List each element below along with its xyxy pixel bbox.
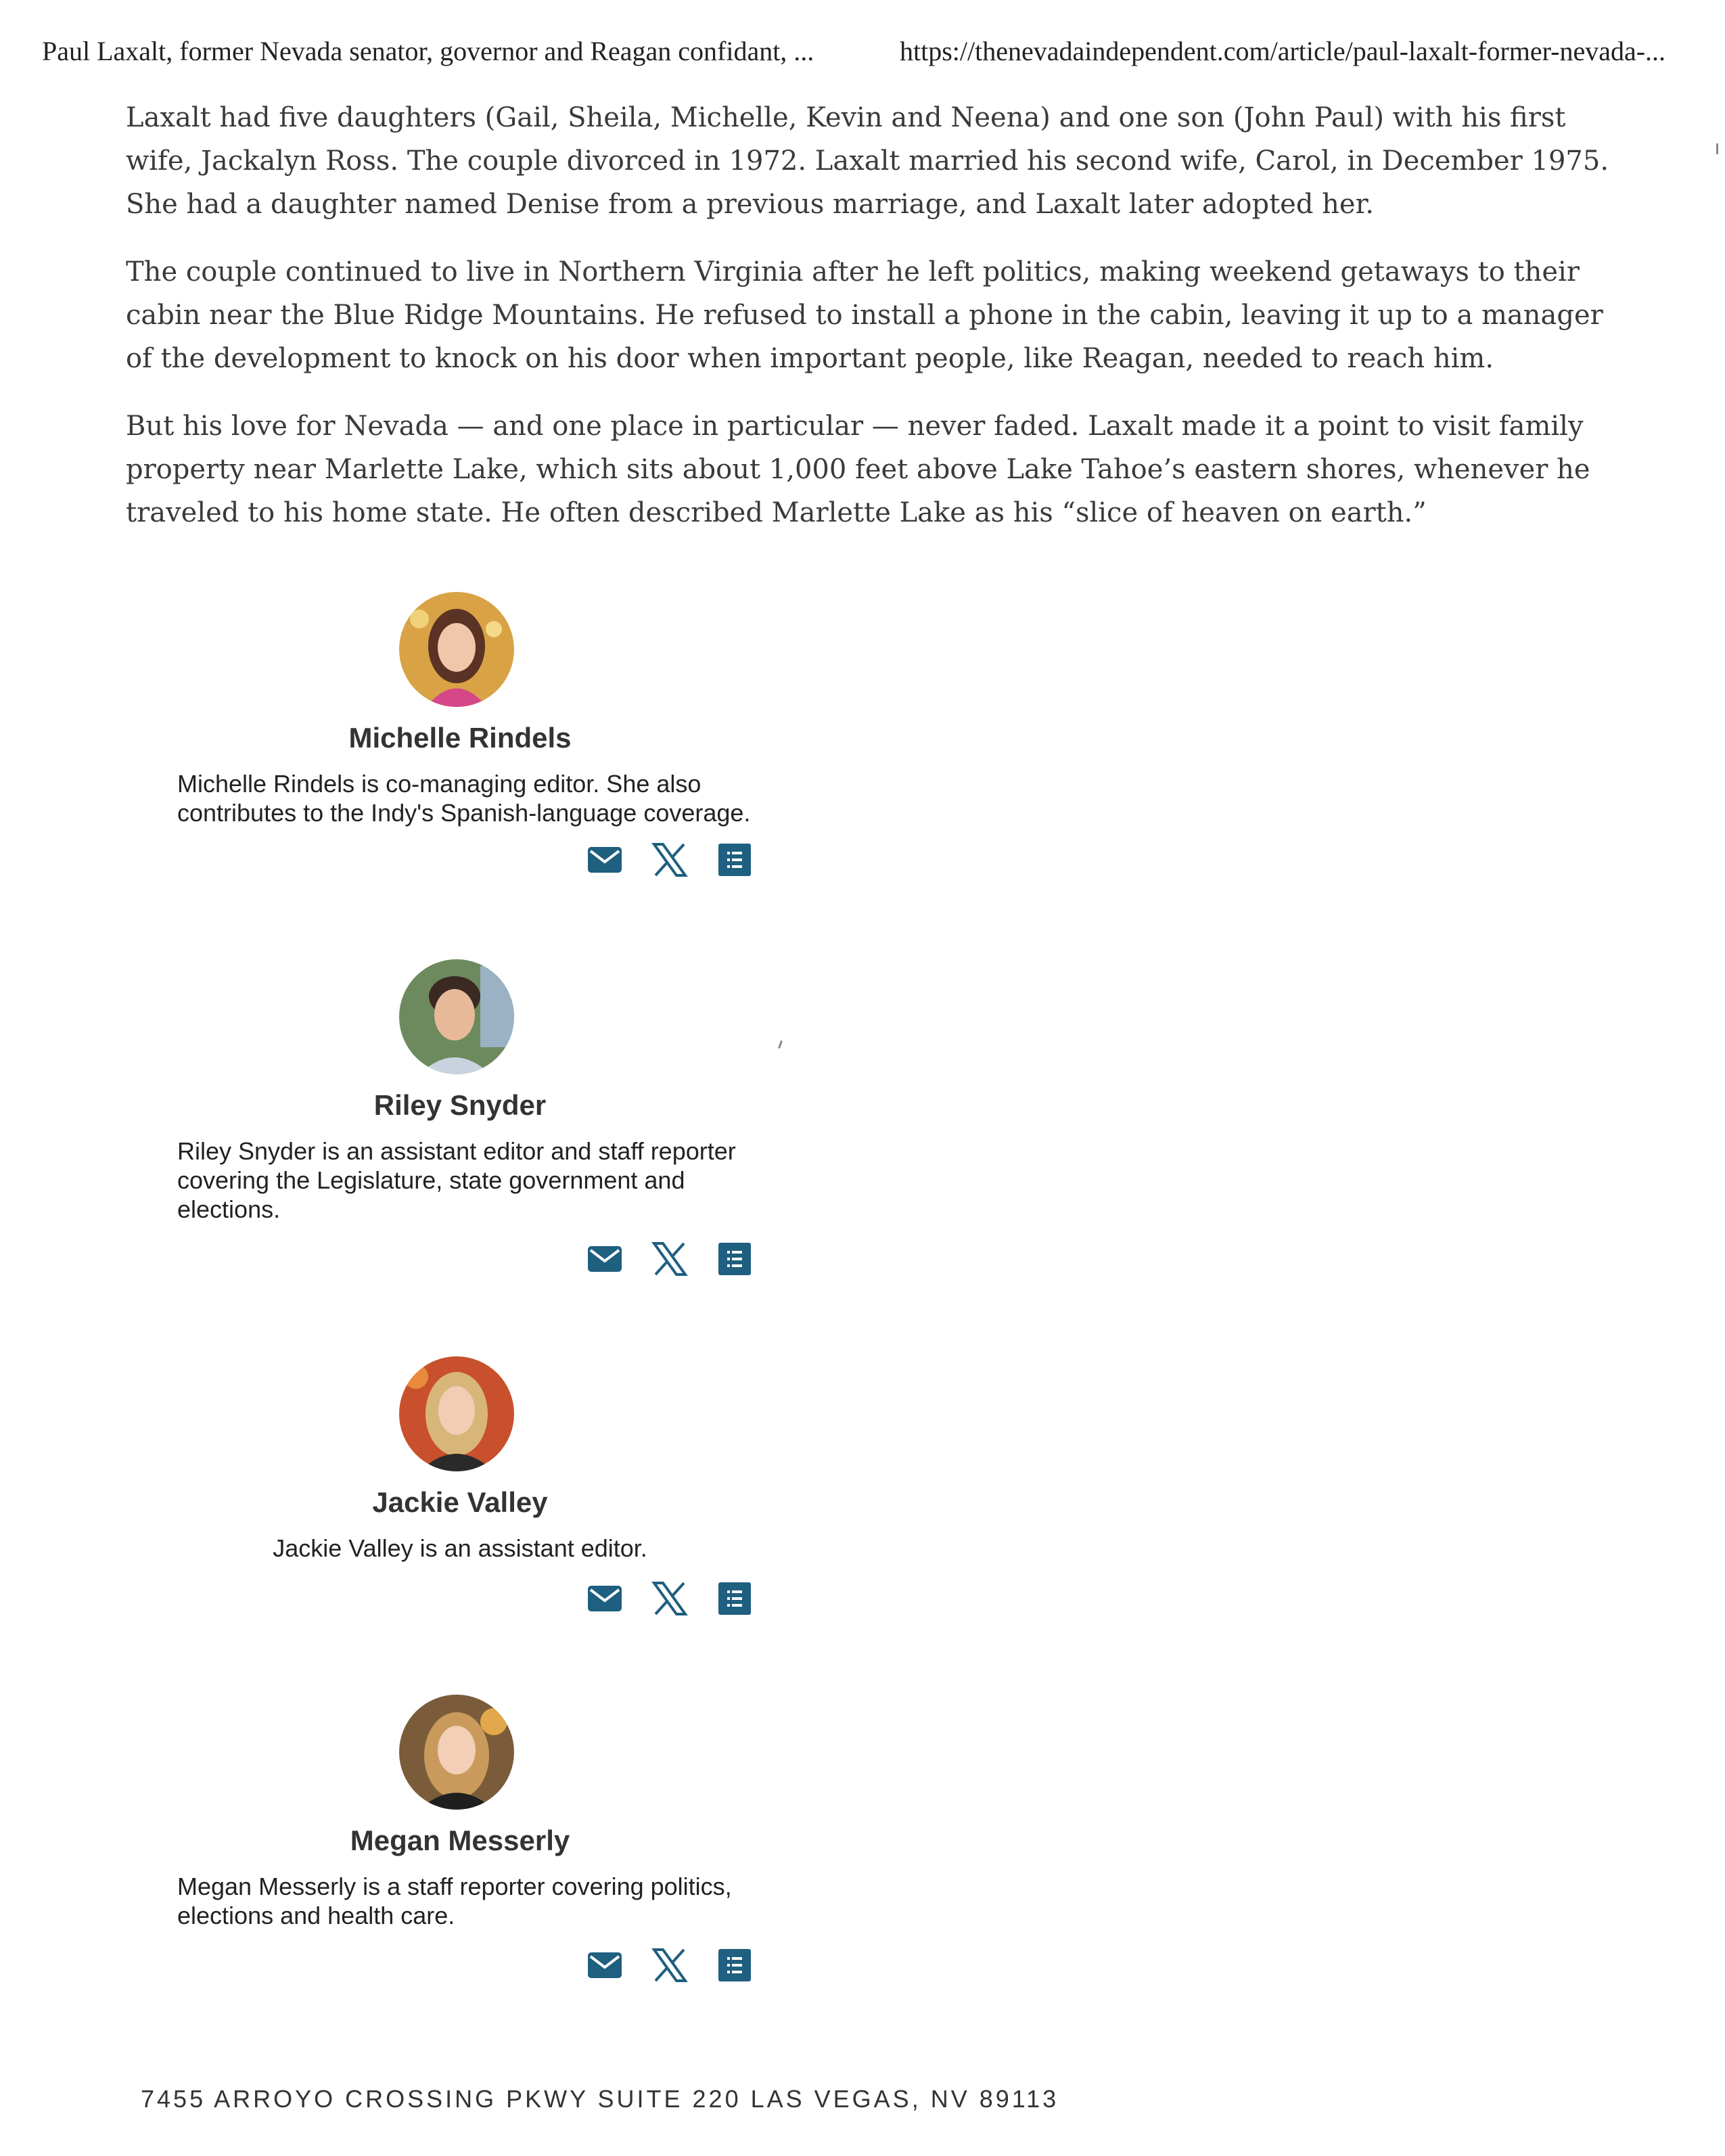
author-name[interactable]: Michelle Rindels xyxy=(348,722,572,754)
author-photo xyxy=(399,592,514,707)
articles-list-icon[interactable] xyxy=(716,1240,754,1278)
avatar[interactable] xyxy=(399,1695,514,1810)
author-social-links xyxy=(586,1240,754,1278)
x-icon[interactable] xyxy=(651,1240,689,1278)
print-page-url[interactable]: https://thenevadaindependent.com/article/paul-laxalt-former-nevada-... xyxy=(900,36,1666,66)
author-bio: Megan Messerly is a staff reporter covering politics, elections and health care. xyxy=(177,1873,732,1929)
article-paragraph: But his love for Nevada — and one place in particular — never faded. Laxalt made it a point to visit family property near Marlette Lake, which sits about 1,000 feet above Lake Tahoe’s eastern shores, whenever he traveled to his home state. He often described Marlette Lake as his “slice of heaven on earth.” xyxy=(126,411,1590,528)
print-header xyxy=(0,0,1725,81)
author-social-links xyxy=(586,841,754,879)
avatar[interactable] xyxy=(399,1356,514,1471)
email-icon[interactable] xyxy=(586,1946,624,1984)
footer-address: 7455 ARROYO CROSSING PKWY SUITE 220 LAS VEGAS, NV 89113 xyxy=(141,2085,1059,2113)
author-photo xyxy=(399,1356,514,1471)
author-photo xyxy=(399,1695,514,1810)
articles-list-icon[interactable] xyxy=(716,841,754,879)
author-bio: Michelle Rindels is co-managing editor. She also contributes to the Indy's Spanish-language coverage. xyxy=(177,770,751,827)
scan-speck xyxy=(778,1040,783,1049)
email-icon[interactable] xyxy=(586,841,624,879)
email-icon[interactable] xyxy=(586,1580,624,1618)
print-page-title: Paul Laxalt, former Nevada senator, governor and Reagan confidant, ... xyxy=(42,36,814,66)
scan-speck xyxy=(1716,143,1718,154)
email-icon[interactable] xyxy=(586,1240,624,1278)
articles-list-icon[interactable] xyxy=(716,1580,754,1618)
x-icon[interactable] xyxy=(651,841,689,879)
x-icon[interactable] xyxy=(651,1580,689,1618)
avatar[interactable] xyxy=(399,592,514,707)
article-paragraph: The couple continued to live in Northern Virginia after he left politics, making weekend getaways to their cabin near the Blue Ridge Mountains. He refused to install a phone in the cabin, leaving it up to a manager of the development to knock on his door when important people, like Reagan, needed to reach him. xyxy=(126,256,1603,374)
article-body xyxy=(126,96,1628,559)
author-social-links xyxy=(586,1580,754,1618)
author-name[interactable]: Jackie Valley xyxy=(372,1486,548,1518)
author-name[interactable]: Megan Messerly xyxy=(350,1825,570,1856)
x-icon[interactable] xyxy=(651,1946,689,1984)
articles-list-icon[interactable] xyxy=(716,1946,754,1984)
author-name[interactable]: Riley Snyder xyxy=(373,1089,547,1121)
author-bio: Riley Snyder is an assistant editor and staff reporter covering the Legislature, state government and elections. xyxy=(177,1137,736,1223)
author-bio: Jackie Valley is an assistant editor. xyxy=(273,1534,647,1562)
author-photo xyxy=(399,959,514,1074)
article-paragraph: Laxalt had five daughters (Gail, Sheila, Michelle, Kevin and Neena) and one son (John Paul) with his first wife, Jackalyn Ross. The couple divorced in 1972. Laxalt married his second wife, Carol, in December 1975. She had a daughter named Denise from a previous marriage, and Laxalt later adopted her. xyxy=(126,102,1609,220)
author-social-links xyxy=(586,1946,754,1984)
avatar[interactable] xyxy=(399,959,514,1074)
